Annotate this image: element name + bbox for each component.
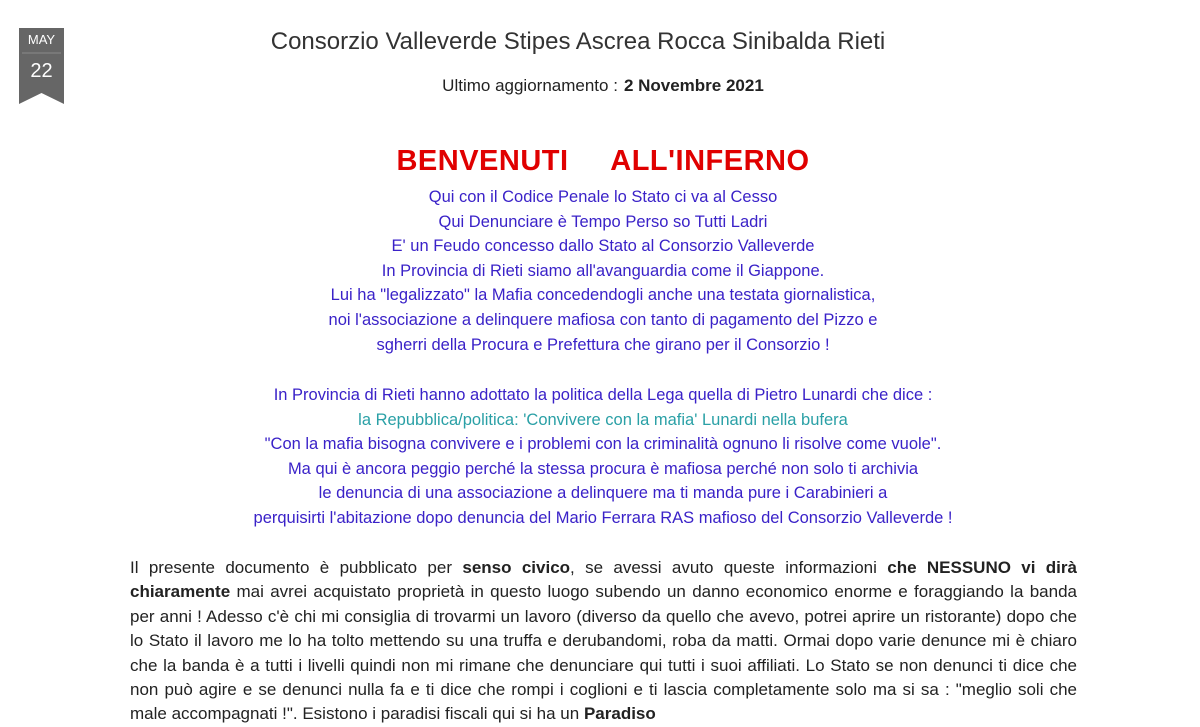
repubblica-article-link[interactable]: la Repubblica/politica: 'Convivere con la mafia' Lunardi nella bufera: [358, 410, 848, 429]
date-day: 22: [30, 60, 53, 82]
last-updated-label: Ultimo aggiornamento :: [442, 76, 618, 95]
lunardi-intro-line: In Provincia di Rieti hanno adottato la politica della Lega quella di Pietro Lunardi che dice :: [273, 386, 933, 404]
intro-line: In Provincia di Rieti siamo all'avanguardia come il Giappone.: [381, 261, 825, 280]
lunardi-block: [0, 383, 1200, 531]
date-month: MAY: [27, 32, 56, 47]
lunardi-line: "Con la mafia bisogna convivere e i problemi con la criminalità ognuno li risolve come vuole".: [264, 435, 942, 454]
body-text: , se avessi avuto queste informazioni: [570, 558, 877, 577]
headline: BENVENUTI ALL'INFERNO: [396, 145, 810, 177]
body-bold: senso civico: [462, 558, 571, 577]
intro-line: Qui Denunciare è Tempo Perso so Tutti Ladri: [438, 212, 768, 231]
body-bold: che NESSUNO vi dirà chiaramente: [130, 558, 1077, 602]
lunardi-line: Ma qui è ancora peggio perché la stessa procura è mafiosa perché non solo ti archivia: [287, 459, 919, 478]
intro-line: sgherri della Procura e Prefettura che girano per il Consorzio !: [376, 335, 830, 354]
intro-line: E' un Feudo concesso dallo Stato al Consorzio Valleverde: [391, 237, 815, 256]
lunardi-line: perquisirti l'abitazione dopo denuncia del Mario Ferrara RAS mafioso del Consorzio Valleverde !: [253, 508, 953, 527]
last-updated-date: 2 Novembre 2021: [623, 76, 764, 95]
body-text: mai avrei acquistato proprietà in questo luogo subendo un danno economico enorme e foraggiando la banda per anni ! Adesso c'è chi mi consiglia di trovarmi un lavoro (diverso da quello che avevo, potrei aprire un ristorante) dopo che lo Stato il lavoro me lo ha tolto mettendo su una truffa e derubandomi, roba da matti. Ormai dopo varie denunce mi è chiaro che la banda è a tutti i livelli quindi non mi rimane che denunciare qui tutti i suoi affiliati. Lo Stato se non denunci ti dice che non può agire e se denunci nulla fa e ti dice che rompi i coglioni e ti lascia completamente solo ma si sa : "meglio soli che male accompagnati !". Esistono i paradisi fiscali qui si ha un: [130, 582, 1077, 724]
lunardi-line: le denuncia di una associazione a delinquere ma ti manda pure i Carabinieri a: [318, 484, 888, 503]
intro-block: [0, 185, 1200, 357]
intro-line: Lui ha "legalizzato" la Mafia concedendogli anche una testata giornalistica,: [330, 286, 876, 305]
last-updated: [0, 76, 1200, 96]
intro-line: Qui con il Codice Penale lo Stato ci va al Cesso: [428, 188, 778, 206]
page-title: Consorzio Valleverde Stipes Ascrea Rocca Sinibalda Rieti: [270, 28, 886, 55]
intro-line: noi l'associazione a delinquere mafiosa con tanto di pagamento del Pizzo e: [328, 310, 878, 329]
body-bold: Paradiso: [583, 704, 656, 724]
body-paragraph: [130, 556, 1077, 727]
body-text: Il presente documento è pubblicato per: [130, 558, 453, 577]
